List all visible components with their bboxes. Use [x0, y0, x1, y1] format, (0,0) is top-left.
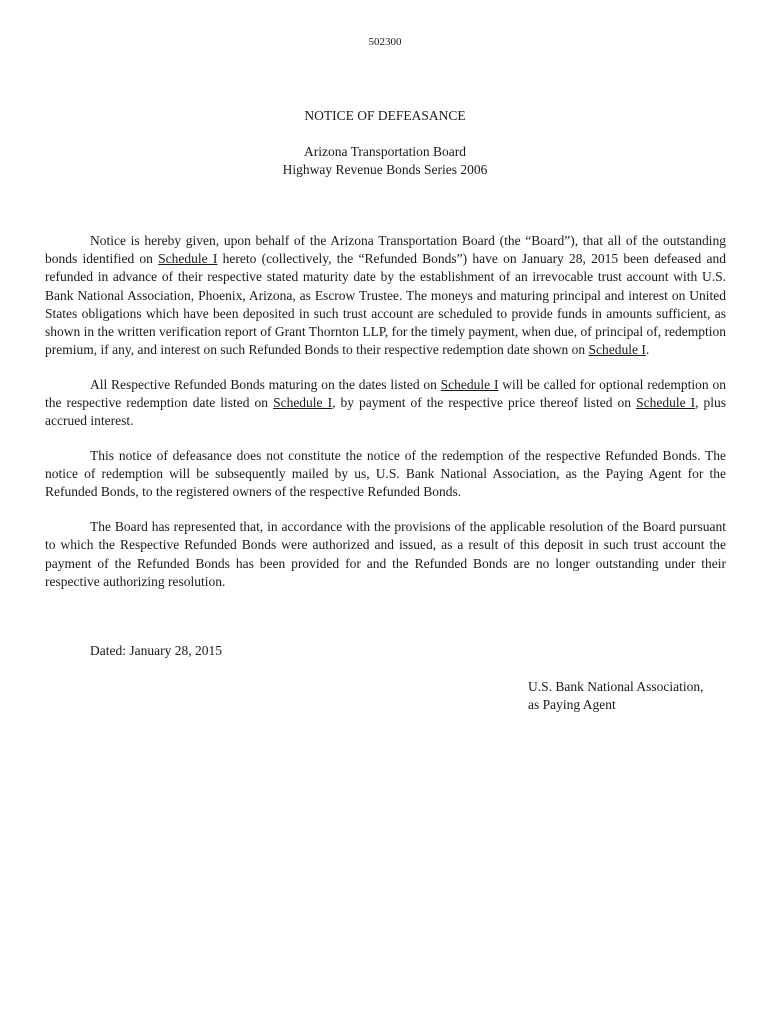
paragraph-2-text-a: All Respective Refunded Bonds maturing on the dates listed on [90, 376, 441, 392]
paragraph-3: This notice of defeasance does not constitute the notice of the redemption of the respective Refunded Bonds. The notice of redemption will be subsequently mailed by us, U.S. Bank National Association, as the Paying Agent for the Refunded Bonds, to the registered owners of the respective Refunded Bonds. [45, 448, 726, 500]
paragraph-1-text-b: hereto (collectively, the “Refunded Bonds”) have on January 28, 2015 been defeased and refunded in advance of their respective stated maturity date by the establishment of an irrevocable trust account with U.S. Bank National Association, Phoenix, Arizona, as Escrow Trustee. The moneys and maturing principal and interest on United States obligations which have been deposited in such trust account are scheduled to provide funds in amounts sufficient, as shown in the written verification report of Grant Thornton LLP, for the timely payment, when due, of principal of, redemption premium, if any, and interest on such Refunded Bonds to their respective redemption date shown on [45, 251, 727, 358]
dated-line: Dated: January 28, 2015 [90, 643, 222, 658]
paragraph-2 [45, 376, 726, 431]
schedule-reference: Schedule I [273, 395, 333, 411]
bond-series: Highway Revenue Bonds Series 2006 [282, 162, 488, 177]
paragraph-2-text-b: will be called for optional redemption on the respective redemption date listed on [45, 376, 726, 411]
document-number: 502300 [368, 36, 402, 48]
paragraph-2-text-c: , by payment of the respective price thereof listed on [332, 395, 637, 411]
paragraph-1-text-a: Notice is hereby given, upon behalf of the Arizona Transportation Board (the “Board”), that all of the outstanding bonds identified on [45, 233, 726, 267]
signature-role: as Paying Agent [528, 697, 616, 712]
paragraph-2-text-d: , plus accrued interest. [45, 395, 726, 429]
issuer-name: Arizona Transportation Board [304, 144, 466, 159]
signature-block [528, 678, 704, 714]
signature-entity: U.S. Bank National Association, [528, 679, 704, 694]
paragraph-1-text-c: . [645, 342, 650, 358]
schedule-reference: Schedule I [158, 251, 218, 267]
schedule-reference: Schedule I [636, 395, 696, 411]
paragraph-1 [45, 232, 726, 359]
document-title: NOTICE OF DEFEASANCE [304, 108, 466, 123]
schedule-reference: Schedule I [440, 376, 499, 392]
paragraph-4: The Board has represented that, in accordance with the provisions of the applicable resolution of the Board pursuant to which the Respective Refunded Bonds were authorized and issued, as a result of this deposit in such trust account the payment of the Refunded Bonds has been provided for and the Refunded Bonds are no longer outstanding under their respective authorizing resolution. [45, 519, 726, 589]
issuer-block [0, 143, 770, 179]
notice-body [45, 232, 726, 607]
schedule-reference: Schedule I [588, 342, 646, 358]
